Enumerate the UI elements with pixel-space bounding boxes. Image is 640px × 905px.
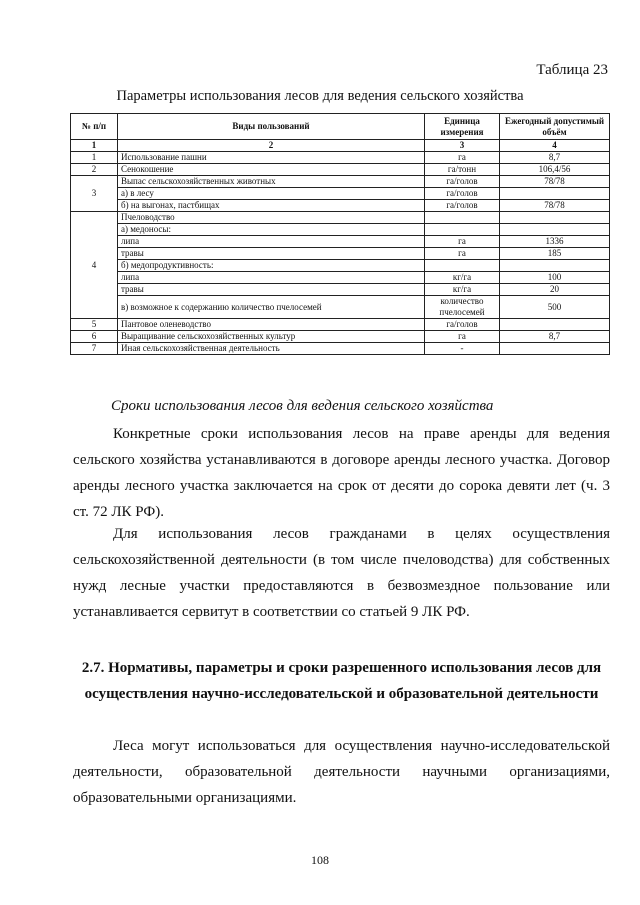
cell-use-type: б) на выгонах, пастбищах	[118, 200, 425, 212]
cell-use-type: травы	[118, 248, 425, 260]
header-annual-volume: Ежегодный допустимый объём	[500, 114, 610, 140]
cell-volume: 100	[500, 272, 610, 284]
table-row	[71, 272, 610, 284]
cell-unit: га	[425, 331, 500, 343]
cell-use-type: б) медопродуктивность:	[118, 260, 425, 272]
cell-unit: -	[425, 343, 500, 355]
cell-volume: 78/78	[500, 200, 610, 212]
cell-number: 7	[71, 343, 118, 355]
cell-use-type: Иная сельскохозяйственная деятельность	[118, 343, 425, 355]
cell-unit: га/голов	[425, 319, 500, 331]
table-row	[71, 212, 610, 224]
table-row	[71, 164, 610, 176]
cell-unit: кг/га	[425, 284, 500, 296]
table-row	[71, 152, 610, 164]
col-num-4: 4	[500, 140, 610, 152]
cell-unit: га/голов	[425, 200, 500, 212]
table-header-row	[71, 114, 610, 140]
cell-volume: 8,7	[500, 331, 610, 343]
paragraph-free-use: Для использования лесов гражданами в целях осуществления сельскохозяйственной деятельности (в том числе пчеловодства) для собственных нужд лесные участки предоставляются в безвозмездное пользование или устанавливается сервитут в соответствии со статьей 9 ЛК РФ.	[73, 526, 610, 620]
header-number: № п/п	[71, 114, 118, 140]
cell-unit	[425, 224, 500, 236]
cell-volume: 78/78	[500, 176, 610, 188]
cell-unit: количество пчелосемей	[425, 296, 500, 319]
cell-unit: га	[425, 248, 500, 260]
table-caption: Параметры использования лесов для ведения сельского хозяйства	[116, 88, 524, 104]
cell-unit: га	[425, 152, 500, 164]
cell-number: 1	[71, 152, 118, 164]
table-row	[71, 188, 610, 200]
table-row	[71, 176, 610, 188]
table-row	[71, 343, 610, 355]
table-row	[71, 296, 610, 319]
paragraph-research-use: Леса могут использоваться для осуществления научно-исследовательской деятельности, образовательной деятельности научными организациями, образовательными организациями.	[73, 738, 610, 806]
cell-unit: га/голов	[425, 176, 500, 188]
col-num-3: 3	[425, 140, 500, 152]
cell-use-type: травы	[118, 284, 425, 296]
cell-unit: га/тонн	[425, 164, 500, 176]
cell-number: 6	[71, 331, 118, 343]
table-row	[71, 200, 610, 212]
col-num-2: 2	[118, 140, 425, 152]
cell-unit: кг/га	[425, 272, 500, 284]
cell-volume: 1336	[500, 236, 610, 248]
cell-number: 3	[71, 176, 118, 212]
cell-use-type: Пчеловодство	[118, 212, 425, 224]
header-unit: Единица измерения	[425, 114, 500, 140]
cell-use-type: Выращивание сельскохозяйственных культур	[118, 331, 425, 343]
cell-use-type: липа	[118, 272, 425, 284]
cell-volume	[500, 343, 610, 355]
table-row	[71, 260, 610, 272]
cell-number: 4	[71, 212, 118, 319]
table-label: Таблица 23	[536, 62, 608, 78]
cell-volume: 106,4/56	[500, 164, 610, 176]
table-row	[71, 248, 610, 260]
cell-volume: 500	[500, 296, 610, 319]
cell-use-type: Выпас сельскохозяйственных животных	[118, 176, 425, 188]
cell-number: 5	[71, 319, 118, 331]
header-use-type: Виды пользований	[118, 114, 425, 140]
table-row	[71, 319, 610, 331]
cell-volume	[500, 224, 610, 236]
cell-volume	[500, 260, 610, 272]
cell-use-type: в) возможное к содержанию количество пчелосемей	[118, 296, 425, 319]
page-number: 108	[311, 853, 329, 867]
column-number-row	[71, 140, 610, 152]
cell-use-type: липа	[118, 236, 425, 248]
cell-unit	[425, 212, 500, 224]
table-row	[71, 331, 610, 343]
col-num-1: 1	[71, 140, 118, 152]
cell-unit	[425, 260, 500, 272]
subheading-lease-terms: Сроки использования лесов для ведения сельского хозяйства	[111, 398, 494, 414]
table-row	[71, 236, 610, 248]
cell-use-type: Использование пашни	[118, 152, 425, 164]
cell-volume: 20	[500, 284, 610, 296]
cell-volume	[500, 319, 610, 331]
paragraph-lease-terms: Конкретные сроки использования лесов на праве аренды для ведения сельского хозяйства устанавливаются в договоре аренды лесного участка. Договор аренды лесного участка заключается на срок от десяти до сорока девяти лет (ч. 3 ст. 72 ЛК РФ).	[73, 426, 610, 520]
cell-volume	[500, 188, 610, 200]
section-heading: 2.7. Нормативы, параметры и сроки разрешенного использования лесов для осуществления научно-исследовательской и образовательной деятельности	[81, 660, 602, 702]
cell-use-type: Сенокошение	[118, 164, 425, 176]
cell-unit: га/голов	[425, 188, 500, 200]
cell-use-type: Пантовое оленеводство	[118, 319, 425, 331]
table-row	[71, 284, 610, 296]
cell-volume	[500, 212, 610, 224]
parameters-table	[70, 113, 610, 355]
cell-volume: 185	[500, 248, 610, 260]
cell-use-type: а) в лесу	[118, 188, 425, 200]
table-row	[71, 224, 610, 236]
cell-volume: 8,7	[500, 152, 610, 164]
cell-number: 2	[71, 164, 118, 176]
cell-unit: га	[425, 236, 500, 248]
cell-use-type: а) медоносы:	[118, 224, 425, 236]
